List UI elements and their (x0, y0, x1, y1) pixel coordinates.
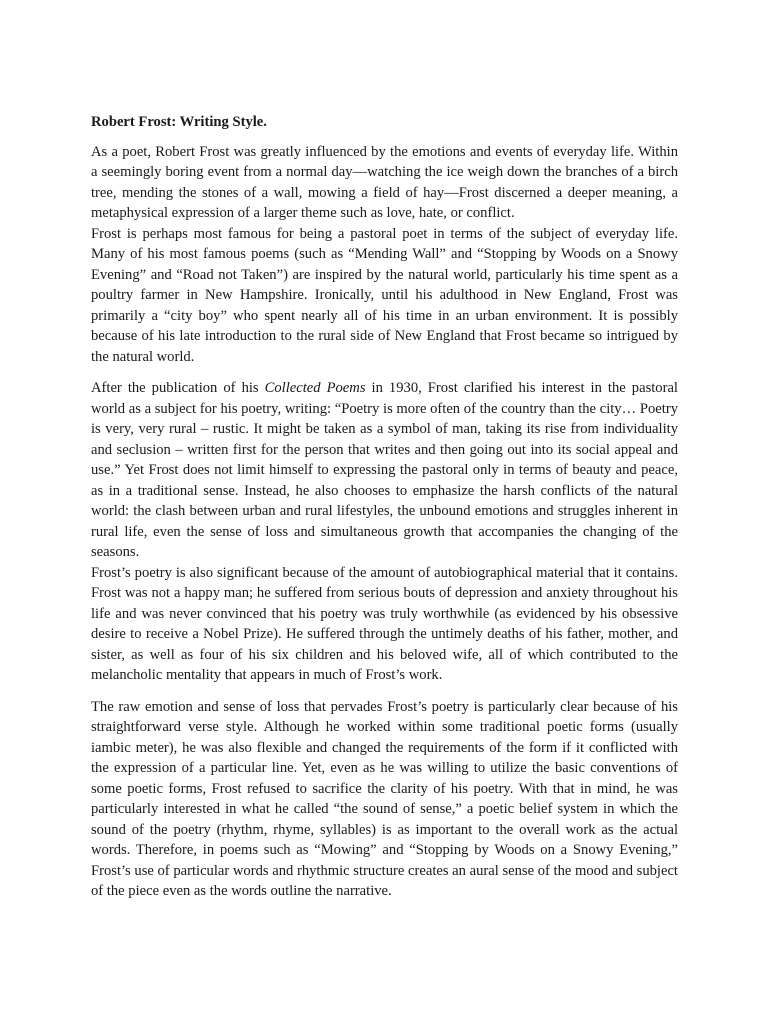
paragraph-3-lead: After the publication of his (91, 380, 265, 396)
paragraph-2: Frost is perhaps most famous for being a pastoral poet in terms of the subject of everyday life. Many of his most famous poems (such as “Mending Wall” and “Stopping by Woods on a Snowy Evening” and “Road not Taken”) are inspired by the natural world, particularly his time spent as a poultry farmer in New Hampshire. Ironically, until his adulthood in New England, Frost was primarily a “city boy” who spent nearly all of his time in an urban environment. It is possibly because of his late introduction to the rural side of New England that Frost became so intrigued by the natural world. (91, 225, 678, 365)
collected-poems-title: Collected Poems (264, 380, 366, 396)
paragraph-1: As a poet, Robert Frost was greatly influenced by the emotions and events of everyday life. Within a seemingly boring event from a normal day—watching the ice weigh down the branches of a birch tree, mending the stones of a wall, mowing a field of hay—Frost discerned a deeper meaning, a metaphysical expression of a larger theme such as love, hate, or conflict. (91, 143, 678, 221)
paragraph-3-rest: in 1930, Frost clarified his interest in the pastoral world as a subject for his poetry, writing: “Poetry is more often of the country than the city… Poetry is very, very rural – rustic. It might be taken as a symbol of man, taking its rise from individuality and seclusion – written first for the person that writes and then going out into its social appeal and use.” Yet Frost does not limit himself to expressing the pastoral only in terms of beauty and peace, as in a traditional sense. Instead, he also chooses to emphasize the harsh conflicts of the natural world: the clash between urban and rural lifestyles, the unbound emotions and struggles inherent in rural life, even the sense of loss and simultaneous growth that accompanies the changing of the seasons. (91, 380, 678, 560)
paragraph-5: The raw emotion and sense of loss that pervades Frost’s poetry is particularly clear because of his straightforward verse style. Although he worked within some traditional poetic forms (usually iambic meter), he was also flexible and changed the requirements of the form if it conflicted with the expression of a particular line. Yet, even as he was willing to utilize the basic conventions of some poetic forms, Frost refused to sacrifice the clarity of his poetry. With that in mind, he was particularly interested in what he called “the sound of sense,” a poetic belief system in which the sound of the poetry (rhythm, rhyme, syllables) is as important to the overall work as the actual words. Therefore, in poems such as “Mowing” and “Stopping by Woods on a Snowy Evening,” Frost’s use of particular words and rhythmic structure creates an aural sense of the mood and subject of the piece even as the words outline the narrative. (91, 698, 678, 899)
paragraph-3 (91, 378, 678, 563)
document-title: Robert Frost: Writing Style. (91, 114, 267, 130)
paragraph-4: Frost’s poetry is also significant because of the amount of autobiographical material that it contains. Frost was not a happy man; he suffered from serious bouts of depression and anxiety throughout his life and was never convinced that his poetry was truly worthwhile (as evidenced by his obsessive desire to receive a Nobel Prize). He suffered through the untimely deaths of his father, mother, and sister, as well as four of his six children and his beloved wife, all of which contributed to the melancholic mentality that appears in much of Frost’s work. (91, 564, 678, 683)
document-page (91, 112, 678, 902)
